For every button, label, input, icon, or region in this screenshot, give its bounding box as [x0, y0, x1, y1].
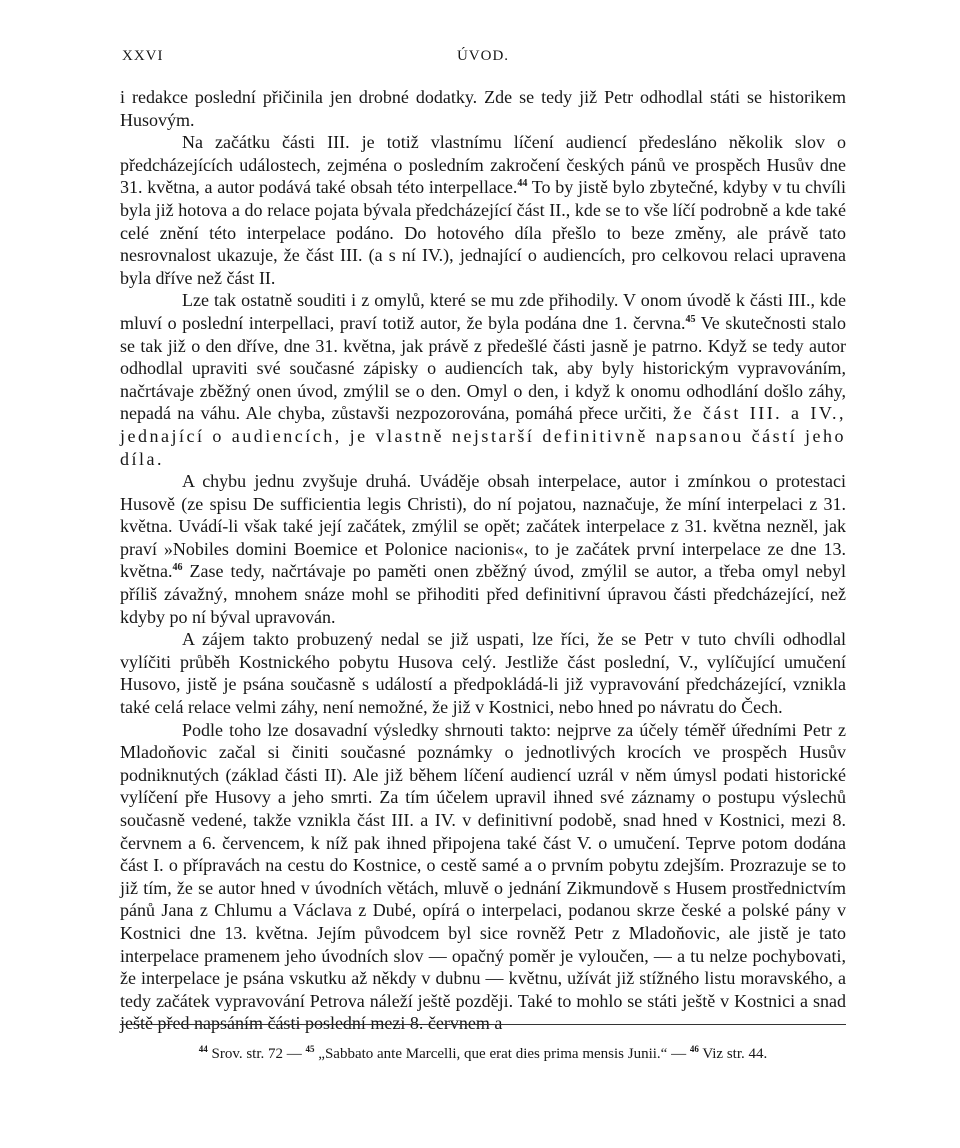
body-text — [120, 86, 846, 1035]
text-run: A zájem takto probuzený nedal se již uspati, lze říci, že se Petr v tuto chvíli odhodlal vylíčiti průběh Kostnického pobytu Husova celý. Jestliže část poslední, V., vylíčující umučení Husovo, jistě je psána současně s událostí a předpokládá-li již vypravování předcházející, vznikla také celá relace velmi záhy, není nemožné, že již v Kostnici, nebo hned po návratu do Čech. — [120, 629, 846, 718]
text-run: To by jistě bylo zbytečné, kdyby v tu chvíli byla již hotova a do relace pojata bývala předcházející část II., kde se to vše líčí podrobně a kde také celé znění této interpelace podáno. Do hotového díla přešlo to beze změny, ale právě tato nesrovnalost ukazuje, že část III. (a s ní IV.), jednající o audiencích, pro celkovou relaci upravena byla dříve než část II. — [120, 177, 846, 288]
footnote-number: 45 — [305, 1044, 315, 1054]
page-header — [122, 48, 844, 72]
footnote-text: „Sabbato ante Marcelli, que erat dies prima mensis Junii.“ — — [314, 1046, 690, 1062]
paragraph — [120, 628, 846, 718]
paragraph — [120, 289, 846, 470]
footnote — [199, 1046, 306, 1062]
footnote-reference: 46 — [172, 562, 183, 574]
text-run: Ve skutečnosti stalo se tak již o den dříve, dne 31. května, jak právě z předešlé části jasně je patrno. Když se tedy autor odhodlal upraviti své současné zápisky o audiencích tak, aby byly historickým vypravováním, načrtávaje zběžný onen úvod, zmýlil se o den. Omyl o den, i když k onomu odhodlání došlo záhy, nepadá na váhu. Ale chyba, zůstavši nezpozorována, pomáhá přece určiti, — [120, 312, 847, 424]
paragraph — [120, 470, 846, 628]
footnote — [690, 1046, 767, 1062]
text-run: Podle toho lze dosavadní výsledky shrnouti takto: nejprve za účely téměř úředními Petr z Mladoňovic začal si činiti současné poznámky o jednotlivých krocích ve prospěch Husův podniknutých (základ části II). Ale již během líčení audiencí uzrál v něm úmysl podati historické vylíčení pře Husovy a jeho smrti. Za tím účelem upravil ihned své záznamy o postupu výslechů současně vedené, takže vznikla část III. a IV. v definitivní podobě, snad hned v Kostnici, mezi 8. červnem a 6. červencem, k níž pak ihned připojena také část V. o umučení. Teprve potom dodána část I. o přípravách na cestu do Kostnice, o cestě samé a o prvním pobytu zdejším. Prozrazuje se to již tím, že se autor hned v úvodních větách, mluvě o jednání Zikmundově s Husem prostřednictvím pánů Jana z Chlumu a Václava z Dubé, opírá o interpelaci, podanou skrze české a polské pány v Kostnici dne 13. května. Jejím původcem byl sice rovněž Petr z Mladoňovic, ale jistě je tato interpelace pramenem jeho úvodních slov — opačný poměr je vyloučen, — a tu nelze pochybovati, že interpelace je psána vskutku až někdy v dubnu — květnu, užívát již stížného listu moravského, a tedy začátek vypravování Petrova náleží ještě později. Také to mohlo se státi ještě v Kostnici a snad ještě před napsáním části poslední mezi 8. červnem a — [120, 719, 846, 1034]
footnote-number: 44 — [198, 1044, 208, 1054]
footnotes — [120, 1046, 846, 1063]
running-title: ÚVOD. — [456, 48, 510, 64]
footnote-separator — [120, 1024, 846, 1025]
paragraph — [120, 131, 846, 289]
footnote — [306, 1046, 690, 1062]
page-number: XXVI — [122, 48, 164, 64]
paragraph — [120, 86, 846, 131]
emphasized-text: že část III. a IV., jednající o audiencích, je vlastně nejstarší definitivně napsanou částí jeho díla. — [120, 403, 847, 469]
footnote-reference: 44 — [517, 178, 528, 190]
text-run: Na začátku části III. je totiž vlastnímu líčení audiencí předesláno několik slov o předcházejících událostech, zejména o posledním zakročení českých pánů ve prospěch Husův dne 31. května, a autor podává také obsah této interpellace. — [120, 132, 846, 198]
text-run: A chybu jednu zvyšuje druhá. Uváděje obsah interpelace, autor i zmínkou o protestaci Husově (ze spisu De sufficientia legis Christi), do ní pojatou, naznačuje, že míní interpelaci z 31. května. Uvádí-li však také její začátek, zmýlil se opět; začátek interpelace z 31. května nezněl, jak praví »Nobiles domini Boemice et Polonice nacionis«, to je začátek první interpelace ze dne 13. května. — [120, 471, 846, 582]
footnote-number: 46 — [689, 1044, 699, 1054]
footnote-text: Viz str. 44. — [698, 1046, 768, 1062]
text-run: i redakce poslední přičinila jen drobné dodatky. Zde se tedy již Petr odhodlal státi se historikem Husovým. — [120, 87, 846, 130]
text-run: Zase tedy, načrtávaje po paměti onen zběžný úvod, zmýlil se autor, a třeba omyl nebyl příliš závažný, mnohem snáze mohl se přihoditi před definitivní úpravou části předcházející, než kdyby po ní býval upravován. — [120, 561, 846, 627]
footnote-text: Srov. str. 72 — — [207, 1046, 306, 1062]
text-run: Lze tak ostatně souditi i z omylů, které se mu zde přihodily. V onom úvodě k části III., kde mluví o poslední interpellaci, praví totiž autor, že byla podána dne 1. června. — [120, 290, 846, 333]
paragraph — [120, 719, 846, 1035]
footnote-reference: 45 — [685, 313, 696, 325]
